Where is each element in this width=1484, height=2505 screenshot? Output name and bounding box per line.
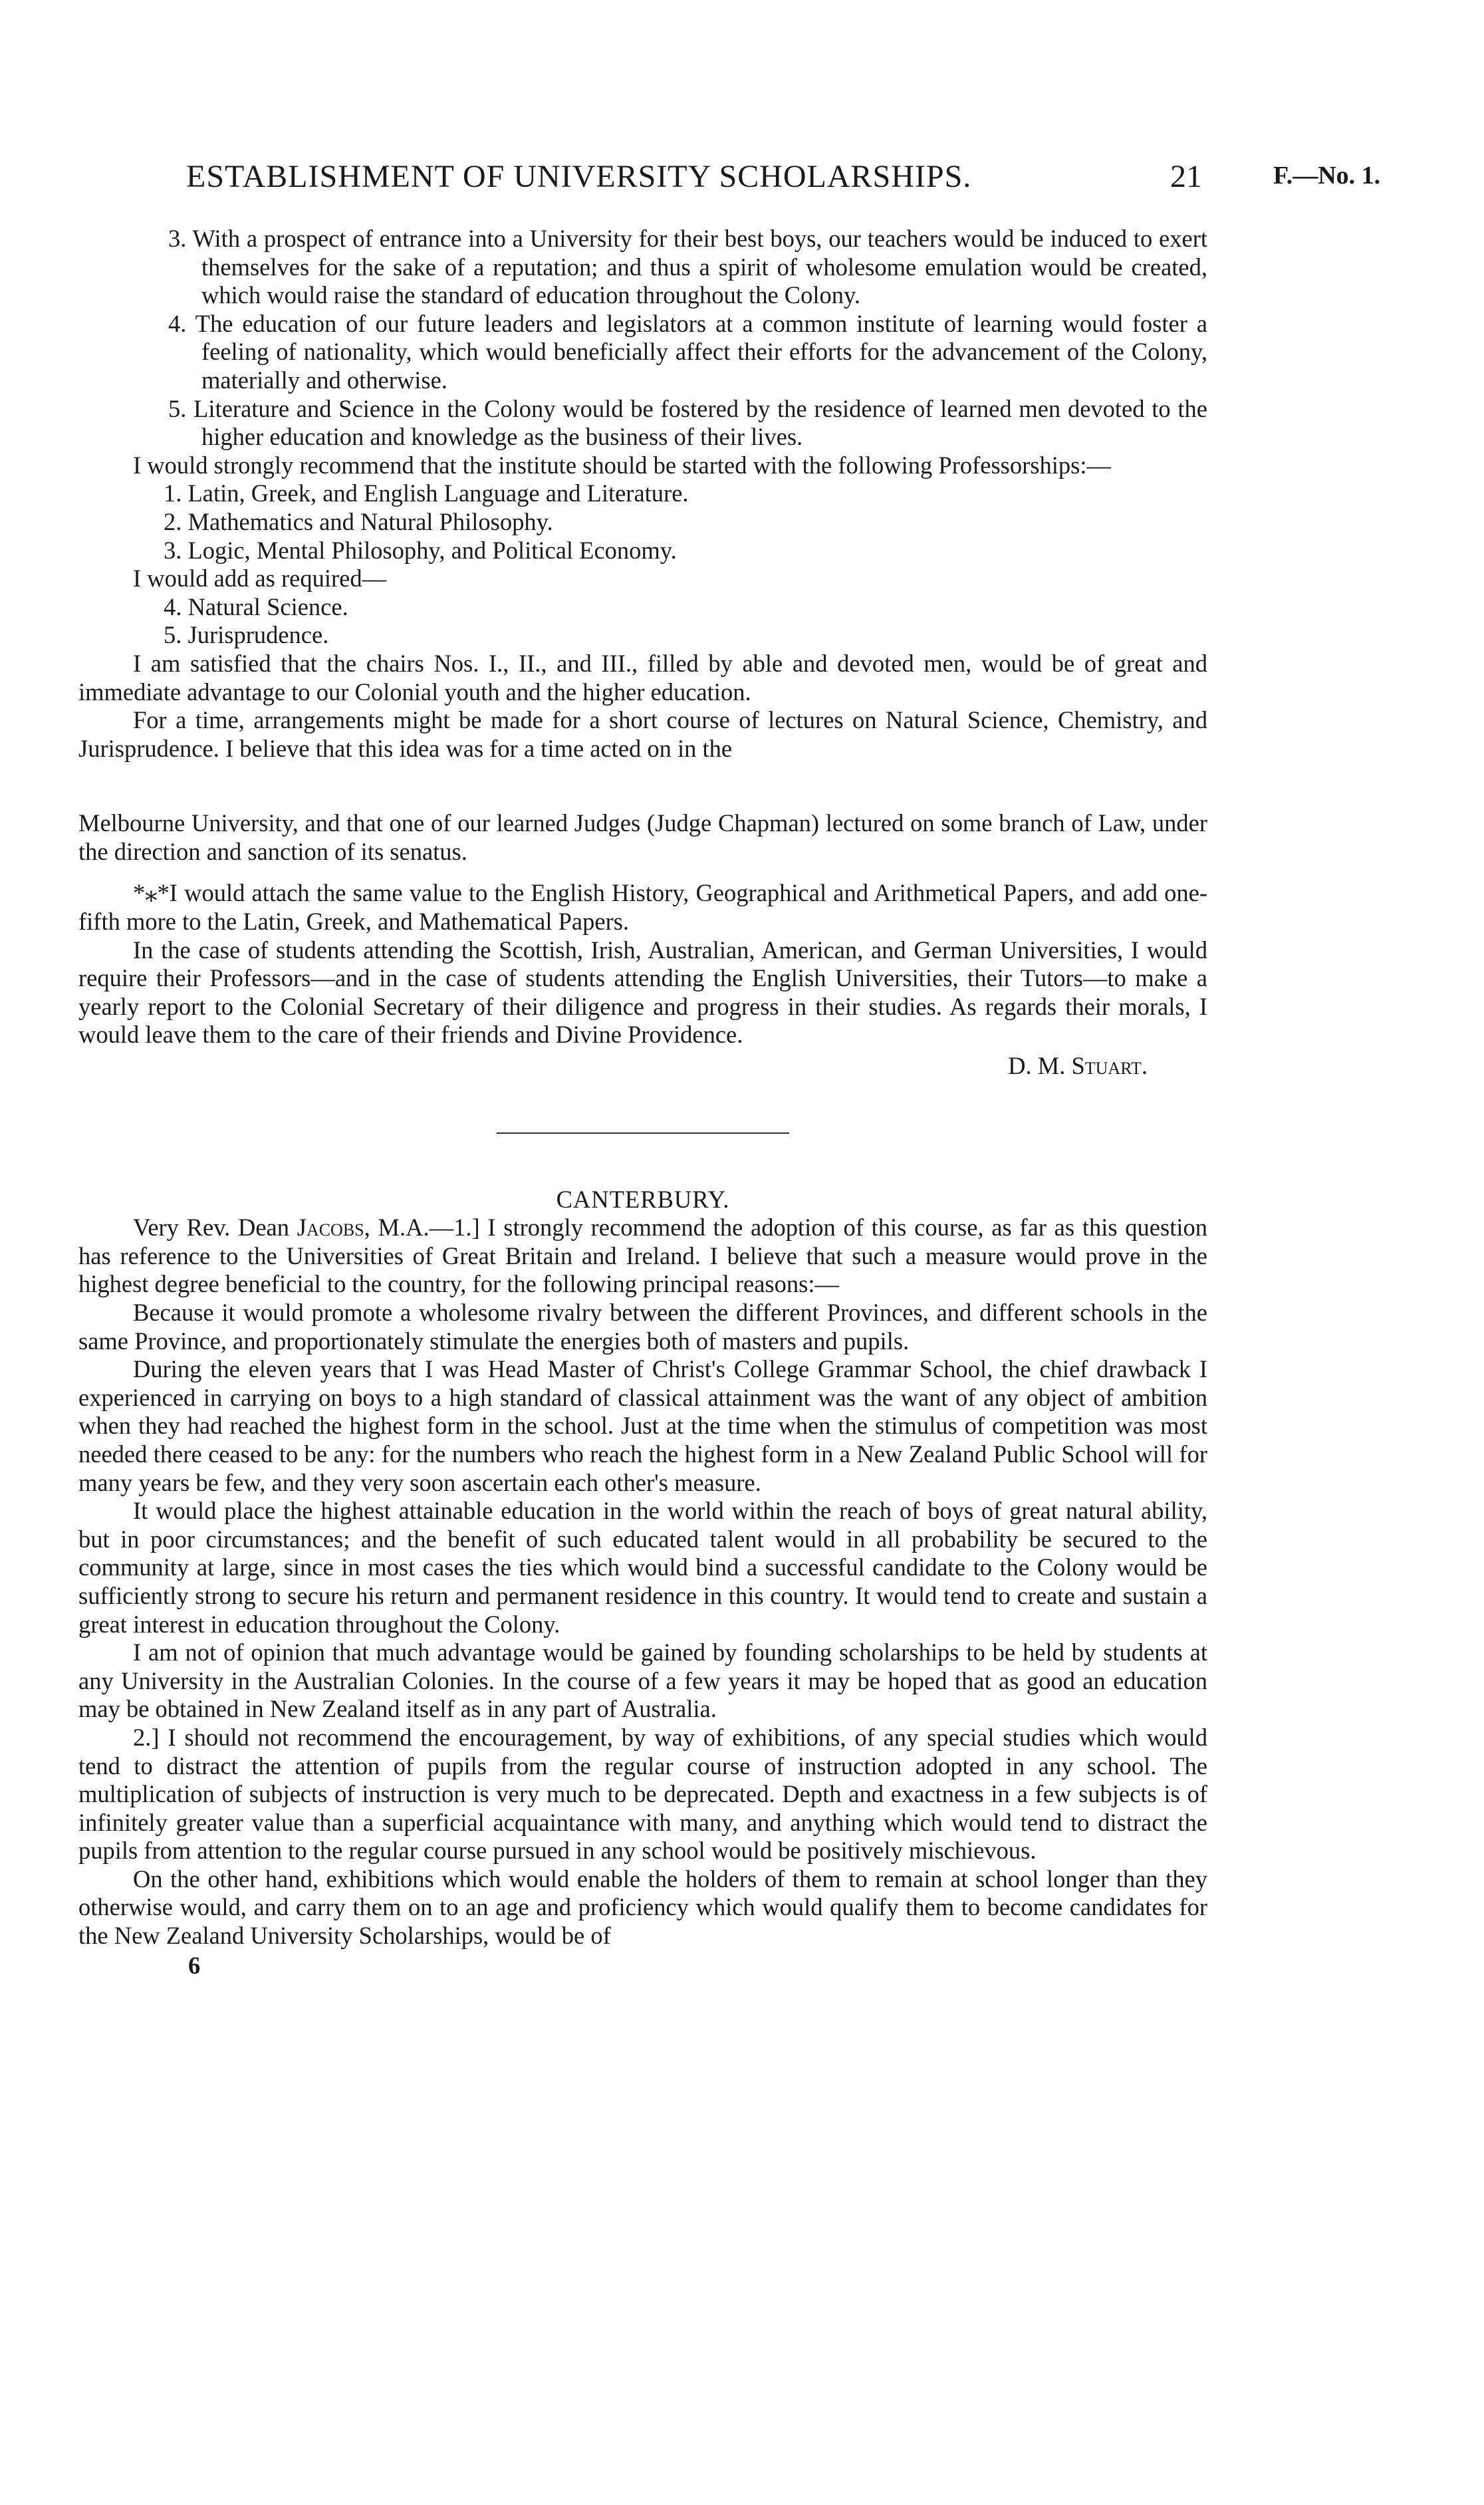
chair-4: 4. Natural Science. (164, 593, 348, 620)
satisfied-paragraph: I am satisfied that the chairs Nos. I., II., and III., filled by able and devoted men, would be of great and immediate advantage to our Colonial youth and the higher education. (78, 649, 1207, 706)
add-required-line: I would add as required— (133, 565, 387, 593)
recommend-paragraph: I would strongly recommend that the institute should be started with the following Professorships:— (133, 451, 1111, 479)
section-title: CANTERBURY. (556, 1185, 730, 1213)
canterbury-paragraph-6: 2.] I should not recommend the encouragement, by way of exhibitions, of any special studies which would tend to distract the attention of pupils from the regular course of instruction adopted in any school. The multiplication of subjects of instruction is very much to be deprecated. Depth and exactness in a few subjects is of infinitely greater value than a superficial acquaintance with many, and anything which would tend to distract the pupils from attention to the regular course pursued in any school would be positively mischievous. (78, 1723, 1207, 1865)
body-text (78, 225, 1207, 1980)
reason-5: 5. Literature and Science in the Colony would be fostered by the residence of learned men devoted to the higher education and knowledge as the business of their lives. (168, 394, 1207, 451)
canterbury-paragraph-4: It would place the highest attainable education in the world within the reach of boys of great natural ability, but in poor circumstances; and the benefit of such educated talent would in all probability be secured to the community at large, since in most cases the ties which would bind a successful candidate to the Colony would be sufficiently strong to secure his return and permanent residence in this country. It would tend to create and sustain a great interest in education throughout the Colony. (78, 1497, 1207, 1638)
attach-text: I would attach the same value to the English History, Geographical and Arithmetical Papers, and add one-fifth more to the Latin, Greek, and Mathematical Papers. (78, 879, 1207, 936)
chair-1: 1. Latin, Greek, and English Language and Literature. (164, 479, 689, 507)
chair-3: 3. Logic, Mental Philosophy, and Political Economy. (164, 536, 677, 564)
canterbury-paragraph-7: On the other hand, exhibitions which would enable the holders of them to remain at school longer than they otherwise would, and carry them on to an age and proficiency which would qualify them to become candidates for the New Zealand University Scholarships, would be of (78, 1865, 1207, 1950)
paper-reference: F.—No. 1. (1273, 162, 1381, 190)
p1-lead: Very Rev. Dean (133, 1214, 297, 1242)
canterbury-paragraph-5: I am not of opinion that much advantage would be gained by founding scholarships to be held by students at any University in the Australian Colonies. In the course of a few years it may be hoped that as good an education may be obtained in New Zealand itself as in any part of Australia. (78, 1639, 1207, 1723)
section-divider (497, 1132, 789, 1134)
canterbury-paragraph-2: Because it would promote a wholesome rivalry between the different Provinces, and different schools in the same Province, and proportionately stimulate the energies both of masters and pupils. (78, 1299, 1207, 1355)
folio-signature-mark: 6 (188, 1951, 201, 1979)
signature: D. M. Stuart. (1008, 1052, 1148, 1080)
reason-3: 3. With a prospect of entrance into a University for their best boys, our teachers would be induced to exert themselves for the sake of a reputation; and thus a spirit of wholesome emulation would be created, which would raise the standard of education throughout the Colony. (168, 225, 1207, 309)
canterbury-paragraph-3: During the eleven years that I was Head Master of Christ's College Grammar School, the chief drawback I experienced in carrying on boys to a high standard of classical attainment was the want of any object of ambition when they had reached the highest form in the school. Just at the time when the stimulus of competition was most needed there ceased to be any: for the numbers who reach the highest form in a New Zealand Public School will for many years be few, and they very soon ascertain each other's measure. (78, 1355, 1207, 1496)
chair-2: 2. Mathematics and Natural Philosophy. (164, 507, 553, 535)
canterbury-paragraph-1 (78, 1214, 1207, 1299)
melbourne-paragraph: Melbourne University, and that one of our learned Judges (Judge Chapman) lectured on some branch of Law, under the direction and sanction of its senatus. (78, 809, 1207, 865)
running-header (0, 158, 1484, 205)
chair-5: 5. Jurisprudence. (164, 621, 329, 649)
students-paragraph: In the case of students attending the Scottish, Irish, Australian, American, and German Universities, I would require their Professors—and in the case of students attending the English Universities, their Tutors—to make a yearly report to the Colonial Secretary of their diligence and progress in their studies. As regards their morals, I would leave them to the care of their friends and Divine Providence. (78, 936, 1207, 1049)
page-number: 21 (1170, 159, 1202, 194)
asterism-mark: *⁎* (133, 879, 170, 907)
header-title: ESTABLISHMENT OF UNIVERSITY SCHOLARSHIPS. (186, 159, 972, 194)
author-name: Jacobs (297, 1214, 364, 1242)
reason-4: 4. The education of our future leaders and legislators at a common institute of learning would foster a feeling of nationality, which would beneficially affect their efforts for the advancement of the Colony, materially and otherwise. (168, 309, 1207, 394)
for-a-time-paragraph: For a time, arrangements might be made for a short course of lectures on Natural Science, Chemistry, and Jurisprudence. I believe that this idea was for a time acted on in the (78, 706, 1207, 762)
p1-rest: , M.A.—1.] I strongly recommend the adoption of this course, as far as this question has reference to the Universities of Great Britain and Ireland. I believe that such a measure would prove in the highest degree beneficial to the country, for the following principal reasons:— (78, 1214, 1207, 1298)
attach-paragraph (78, 879, 1207, 936)
